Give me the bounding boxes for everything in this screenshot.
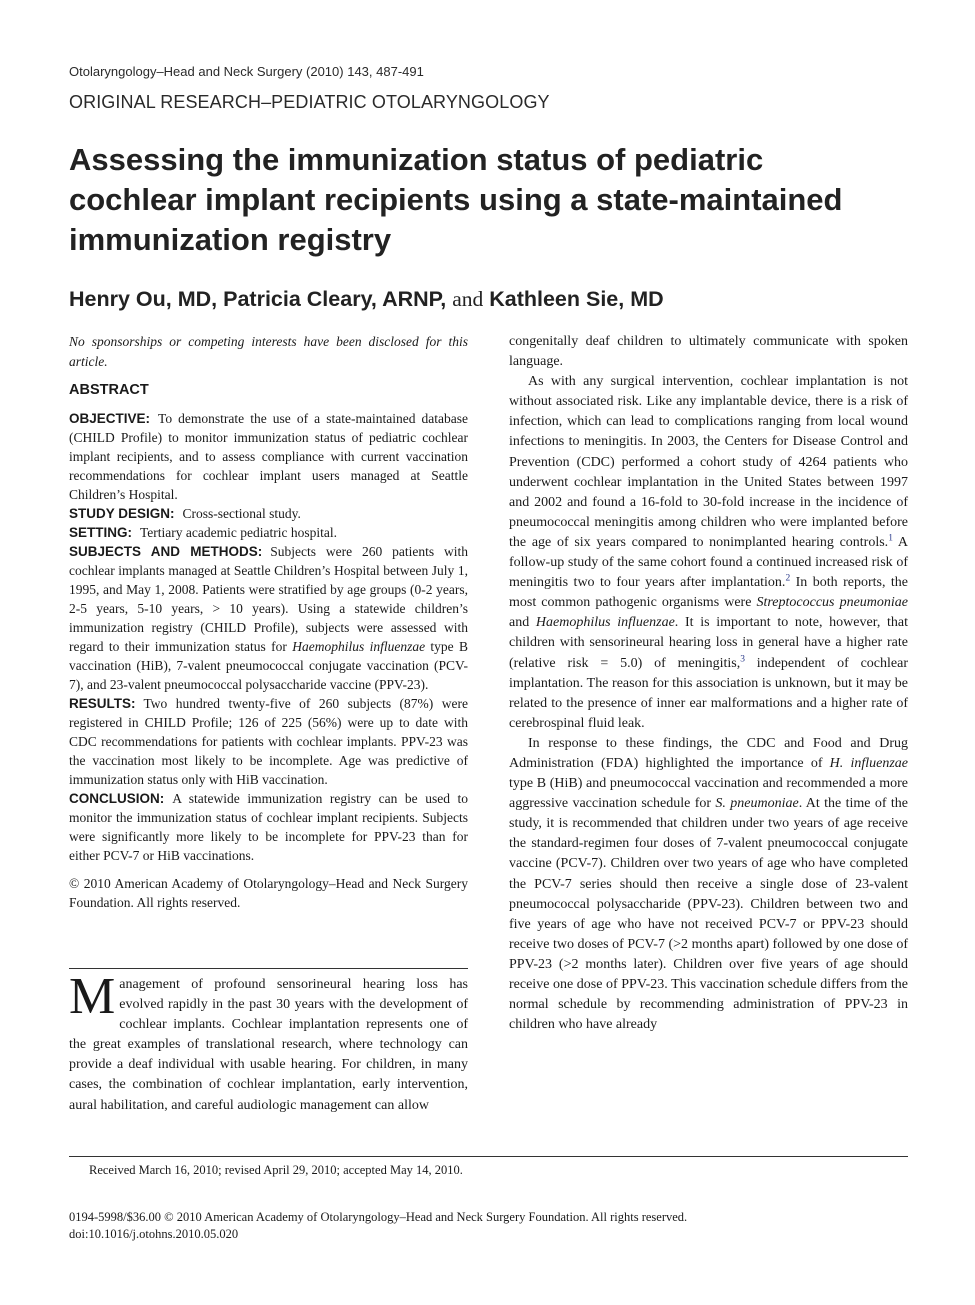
issn-copyright: 0194-5998/$36.00 © 2010 American Academy of Otolaryngology–Head and Neck Surgery Foundation. All rights reserved. (69, 1210, 688, 1224)
body-paragraph (509, 372, 908, 734)
species-name: Haemophilus influenzae (535, 615, 675, 631)
author-name: Patricia Cleary, ARNP, (223, 287, 447, 311)
paragraph-text: In response to these findings, the CDC and Food and Drug Administration (FDA) highlighted the importance of (509, 735, 908, 771)
received-dates: Received March 16, 2010; revised April 29, 2010; accepted May 14, 2010. (89, 1163, 463, 1177)
paragraph-text: . It is important to note, however, that children with sensorineural hearing loss in general have a higher rate (relative risk = 5.0) of meningitis, (509, 615, 908, 671)
abstract-text: type B vaccination (HiB), 7-valent pneumococcal conjugate vaccination (PCV-7), and 23-valent pneumococcal polysaccharide vaccine (PPV-23). (69, 639, 468, 693)
abstract-copyright: © 2010 American Academy of Otolaryngology–Head and Neck Surgery Foundation. All rights reserved. (69, 876, 468, 911)
abstract-text: Cross-sectional study. (182, 506, 301, 522)
abstract-text: A statewide immunization registry can be used to monitor the immunization status of cochlear implant recipients. Subjects were significantly more likely to be incomplete for PPV-23 than for either PCV-7 or HiB vaccinations. (69, 791, 468, 864)
body-paragraph (509, 734, 908, 1035)
paragraph-text: . At the time of the study, it is recommended that children under two years of age receive the standard-regimen four doses of 7-valent pneumococcal conjugate vaccine (PCV-7). Children over two years of age who have completed the PCV-7 series should then receive a single dose of 23-valent pneumococcal polysaccharide (PPV-23). Children between two and five years of age who have not received PCV-7 or PPV-23 should receive two doses of PCV-7 (>2 months apart) followed by one dose of PPV-23 (>2 months later). Children over five years of age should receive one dose of PPV-23. This vaccination schedule differs from the normal schedule by recommending administration of PPV-23 in children who have already (509, 796, 908, 1033)
abstract-methods (69, 542, 468, 694)
author-list (69, 287, 664, 312)
abstract-label: SETTING: (69, 525, 132, 541)
abstract-text: Subjects were 260 patients with cochlear implants managed at Seattle Children’s Hospital between July 1, 1995, and May 1, 2008. Patients were stratified by age groups (0-2 years, 2-5 years, 5-10 years, > 10 years). Using a statewide children’s immunization registry (CHILD Profile), subjects were assessed with regard to their immunization status for (69, 544, 468, 655)
abstract-heading: ABSTRACT (69, 382, 149, 398)
paragraph-text: independent of cochlear implantation. The reason for this association is unknown, but it may be related to the presence of inner ear malformations and a higher rate of cerebrospinal fluid leak. (509, 655, 908, 731)
disclosure-statement: No sponsorships or competing interests have been disclosed for this article. (69, 334, 468, 369)
intro-paragraph (69, 968, 468, 1116)
abstract-label: OBJECTIVE: (69, 411, 151, 427)
abstract-conclusion (69, 789, 468, 865)
abstract-results (69, 694, 468, 789)
paragraph-continuation: congenitally deaf children to ultimately communicate with spoken language. (509, 334, 908, 370)
doi-link[interactable]: doi:10.1016/j.otohns.2010.05.020 (69, 1227, 239, 1241)
species-name: Haemophilus influenzae (292, 639, 426, 655)
abstract-label: RESULTS: (69, 696, 136, 712)
species-name: Streptococcus pneumoniae (756, 595, 908, 611)
abstract-text: Tertiary academic pediatric hospital. (140, 525, 337, 541)
body-text-left (69, 968, 468, 1116)
article-title: Assessing the immunization status of pediatric cochlear implant recipients using a state-maintained immunization registry (69, 142, 843, 257)
paragraph-text: A follow-up study of the same cohort found a continued increased risk of meningitis two to four years after implantation. (509, 534, 908, 591)
reference-link[interactable]: 2 (785, 573, 791, 584)
paragraph-text: In both reports, the most common pathogenic organisms were (509, 575, 908, 611)
section-label: ORIGINAL RESEARCH–PEDIATRIC OTOLARYNGOLOGY (69, 92, 550, 112)
abstract-label: SUBJECTS AND METHODS: (69, 544, 263, 560)
species-name: S. pneumoniae (715, 796, 799, 812)
reference-link[interactable]: 3 (740, 653, 745, 664)
abstract-objective (69, 409, 468, 504)
abstract-label: STUDY DESIGN: (69, 506, 175, 522)
paragraph-text: type B (HiB) and pneumococcal vaccination and recommended a more aggressive vaccination schedule for (509, 776, 908, 812)
abstract-label: CONCLUSION: (69, 791, 165, 807)
abstract-divider (69, 968, 468, 969)
reference-link[interactable]: 1 (888, 533, 893, 544)
species-name: H. influenzae (829, 755, 909, 771)
paragraph-text: As with any surgical intervention, cochlear implantation is not without associated risk. Like any implantable device, there is a risk of infection, which can lead to complications ranging from local wound infections to meningitis. In 2003, the Centers for Disease Control and Prevention (CDC) performed a cohort study of 4264 patients who underwent cochlear implantation in the United States between 1997 and 2002 and found a 16-fold to 30-fold increase in the incidence of pneumococcal meningitis among children who were implanted before the age of six years compared to nonimplanted hearing controls. (509, 374, 908, 550)
journal-citation: Otolaryngology–Head and Neck Surgery (2010) 143, 487-491 (69, 64, 424, 79)
author-conjunction: and (452, 287, 484, 311)
abstract-design (69, 504, 468, 523)
paragraph-text: and (509, 615, 536, 631)
left-column (69, 332, 468, 912)
abstract-text: To demonstrate the use of a state-maintained database (CHILD Profile) to monitor immunization status of pediatric cochlear implant recipients, and to assess compliance with current vaccination recommendations for cochlear implant users managed at Seattle Children’s Hospital. (69, 411, 468, 503)
abstract-text: Two hundred twenty-five of 260 subjects (87%) were registered in CHILD Profile; 126 of 225 (56%) were up to date with CDC recommendations for patients with cochlear implants. PPV-23 was the vaccination most likely to be incomplete. Age was predictive of immunization status only with HiB vaccination. (69, 696, 468, 788)
right-column (509, 332, 908, 1035)
paragraph-text: anagement of profound sensorineural hearing loss has evolved rapidly in the past 30 years with the development of cochlear implants. Cochlear implantation represents one of the great examples of translational research, where technology can provide a deaf individual with usable hearing. For children, in many cases, the combination of cochlear implantation, early intervention, aural habilitation, and careful audiologic management can allow (69, 977, 468, 1113)
footer-divider (69, 1156, 908, 1157)
author-name: Kathleen Sie, MD (489, 287, 664, 311)
author-name: Henry Ou, MD, (69, 287, 218, 311)
abstract-setting (69, 523, 468, 542)
drop-cap: M (69, 968, 116, 1025)
